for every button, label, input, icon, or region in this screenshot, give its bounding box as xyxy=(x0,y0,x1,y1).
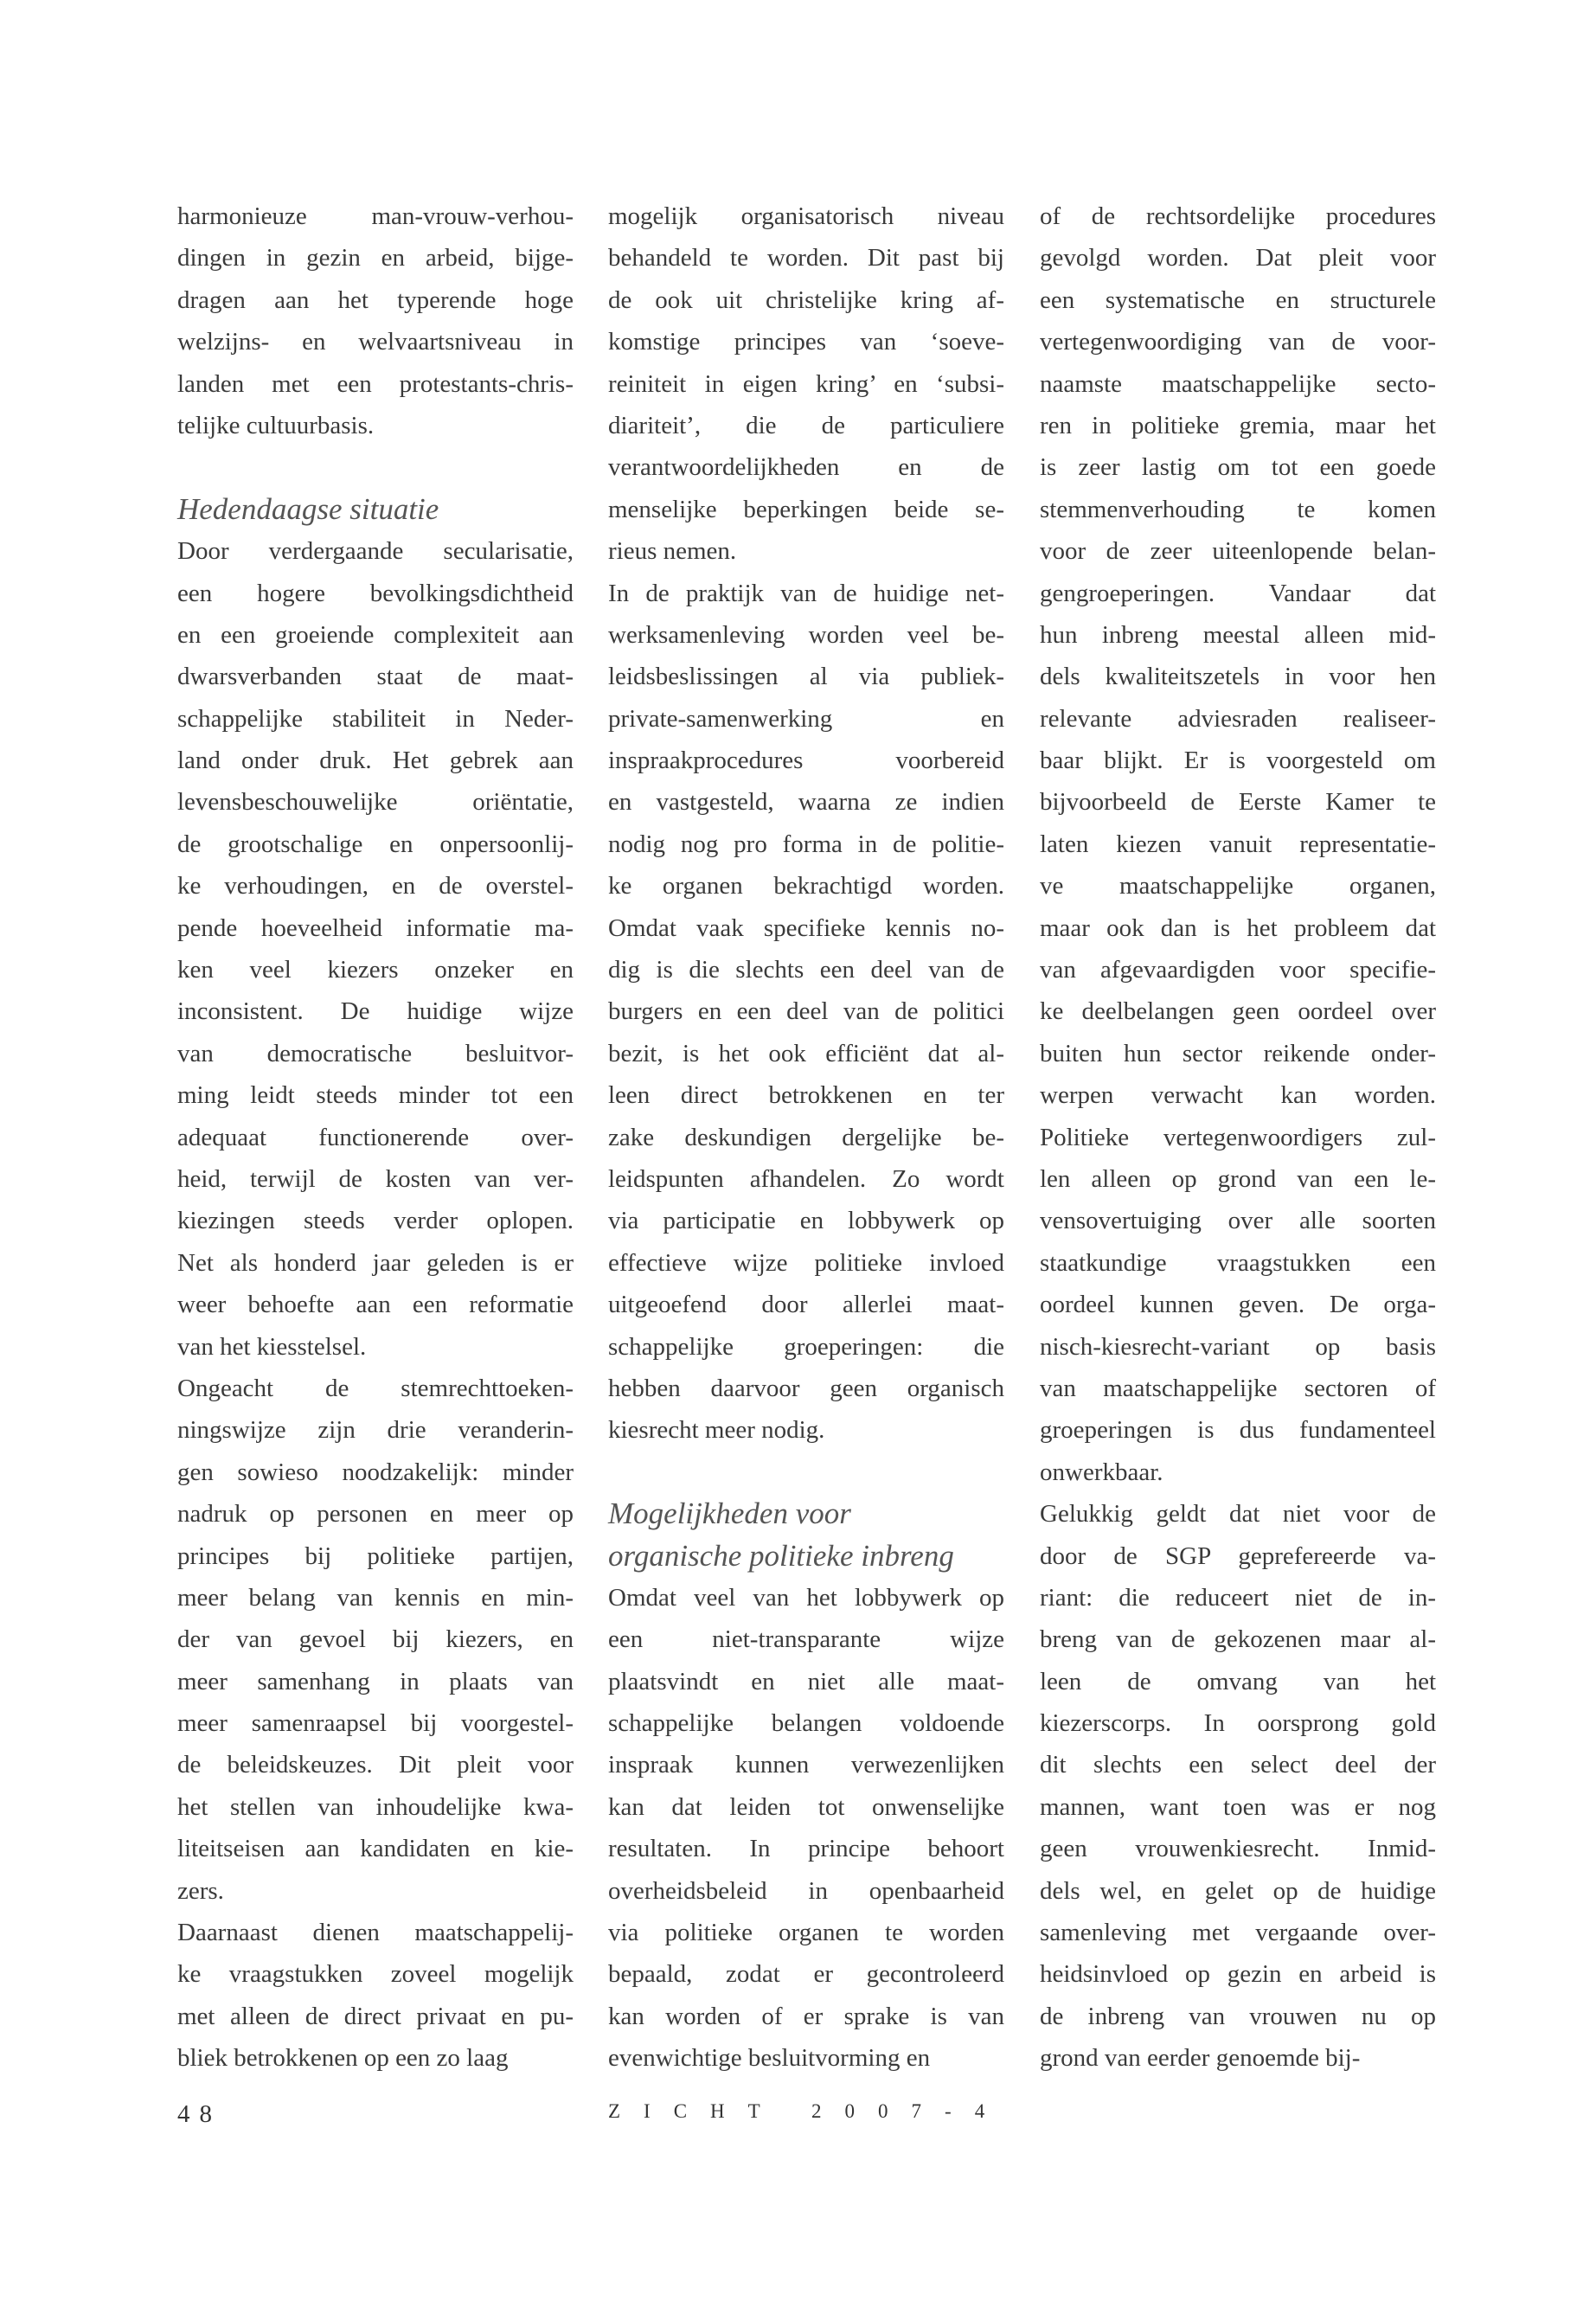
text-line: Daarnaast dienen maatschappelij- xyxy=(177,1919,574,1947)
text-line: zers. xyxy=(177,1876,224,1905)
text-line: van maatschappelijke sectoren of xyxy=(1040,1374,1436,1402)
text-line: schappelijke stabiliteit in Neder- xyxy=(177,704,574,733)
text-line: relevante adviesraden realiseer- xyxy=(1040,704,1436,733)
text-line: adequaat functionerende over- xyxy=(177,1123,574,1151)
text-line: en een groeiende complexiteit aan xyxy=(177,620,574,649)
text-line: pende hoeveelheid informatie ma- xyxy=(177,913,574,942)
text-line: behandeld te worden. Dit past bij xyxy=(608,244,1004,272)
text-line: evenwichtige besluitvorming en xyxy=(608,2044,931,2073)
text-line: diariteit’, die de particuliere xyxy=(608,411,1004,439)
text-line: via participatie en lobbywerk op xyxy=(608,1207,1004,1235)
text-line: menselijke beperkingen beide se- xyxy=(608,495,1004,523)
text-line: meer samenraapsel bij voorgestel- xyxy=(177,1709,574,1738)
text-column-middle xyxy=(608,195,1004,2080)
text-line: dit slechts een select deel der xyxy=(1040,1751,1436,1779)
text-line: heidsinvloed op gezin en arbeid is xyxy=(1040,1960,1436,1989)
text-line: landen met een protestants-chris- xyxy=(177,369,574,398)
text-line: mogelijk organisatorisch niveau xyxy=(608,202,1004,230)
text-line: gen sowieso noodzakelijk: minder xyxy=(177,1458,574,1486)
text-line: leen direct betrokkenen en ter xyxy=(608,1081,1004,1110)
text-line: en vastgesteld, waarna ze indien xyxy=(608,788,1004,817)
text-line: is zeer lastig om tot een goede xyxy=(1040,453,1436,482)
text-line: leen de omvang van het xyxy=(1040,1667,1436,1695)
text-line: buiten hun sector reikende onder- xyxy=(1040,1039,1436,1067)
text-line: rieus nemen. xyxy=(608,537,737,566)
text-line: Door verdergaande secularisatie, xyxy=(177,537,574,566)
text-line: gevolgd worden. Dat pleit voor xyxy=(1040,244,1436,272)
text-line: der van gevoel bij kiezers, en xyxy=(177,1625,574,1654)
text-line: de beleidskeuzes. Dit pleit voor xyxy=(177,1751,574,1779)
text-line: ve maatschappelijke organen, xyxy=(1040,872,1436,901)
text-line: nodig nog pro forma in de politie- xyxy=(608,830,1004,858)
text-line: hun inbreng meestal alleen mid- xyxy=(1040,620,1436,649)
text-line: effectieve wijze politieke invloed xyxy=(608,1248,1004,1277)
text-line: geen vrouwenkiesrecht. Inmid- xyxy=(1040,1835,1436,1863)
text-line: reiniteit in eigen kring’ en ‘subsi- xyxy=(608,369,1004,398)
text-line: een systematische en structurele xyxy=(1040,285,1436,314)
text-line: meer samenhang in plaats van xyxy=(177,1667,574,1695)
text-line: baar blijkt. Er is voorgesteld om xyxy=(1040,747,1436,775)
text-line: dels kwaliteitszetels in voor hen xyxy=(1040,663,1436,691)
text-line: kiezerscorps. In oorsprong gold xyxy=(1040,1709,1436,1738)
text-line: resultaten. In principe behoort xyxy=(608,1835,1004,1863)
text-line: dig is die slechts een deel van de xyxy=(608,956,1004,984)
text-line: ren in politieke gremia, maar het xyxy=(1040,411,1436,439)
text-line: grond van eerder genoemde bij- xyxy=(1040,2044,1361,2073)
text-line: plaatsvindt en niet alle maat- xyxy=(608,1667,1004,1695)
blank-line xyxy=(608,1452,1004,1493)
text-line: verantwoordelijkheden en de xyxy=(608,453,1004,482)
text-line: groeperingen is dus fundamenteel xyxy=(1040,1416,1436,1445)
publication-title: ZICHT 2007-4 xyxy=(608,2100,1009,2122)
text-line: de grootschalige en onpersoonlij- xyxy=(177,830,574,858)
text-line: hebben daarvoor geen organisch xyxy=(608,1374,1004,1402)
text-line: ming leidt steeds minder tot een xyxy=(177,1081,574,1110)
text-line: ke organen bekrachtigd worden. xyxy=(608,872,1004,901)
text-line: mannen, want toen was er nog xyxy=(1040,1792,1436,1821)
text-line: uitgeoefend door allerlei maat- xyxy=(608,1291,1004,1319)
text-line: met alleen de direct privaat en pu- xyxy=(177,2002,574,2030)
text-line: stemmenverhouding te komen xyxy=(1040,495,1436,523)
text-line: Omdat vaak specifieke kennis no- xyxy=(608,913,1004,942)
text-line: dingen in gezin en arbeid, bijge- xyxy=(177,244,574,272)
text-column-right xyxy=(1040,195,1436,2080)
text-line: samenleving met vergaande over- xyxy=(1040,1919,1436,1947)
text-line: In de praktijk van de huidige net- xyxy=(608,579,1004,607)
section-heading: Mogelijkheden voor xyxy=(608,1497,851,1531)
text-line: naamste maatschappelijke secto- xyxy=(1040,369,1436,398)
text-line: kan dat leiden tot onwenselijke xyxy=(608,1792,1004,1821)
text-line: de ook uit christelijke kring af- xyxy=(608,285,1004,314)
text-line: of de rechtsordelijke procedures xyxy=(1040,202,1436,230)
text-line: ke verhoudingen, en de overstel- xyxy=(177,872,574,901)
text-line: bijvoorbeeld de Eerste Kamer te xyxy=(1040,788,1436,817)
text-line: inconsistent. De huidige wijze xyxy=(177,997,574,1026)
text-line: kiezingen steeds verder oplopen. xyxy=(177,1207,574,1235)
text-line: breng van de gekozenen maar al- xyxy=(1040,1625,1436,1654)
text-line: Politieke vertegenwoordigers zul- xyxy=(1040,1123,1436,1151)
text-line: dragen aan het typerende hoge xyxy=(177,285,574,314)
text-line: laten kiezen vanuit representatie- xyxy=(1040,830,1436,858)
text-line: schappelijke groeperingen: die xyxy=(608,1332,1004,1361)
text-line: ke deelbelangen geen oordeel over xyxy=(1040,997,1436,1026)
section-heading: Hedendaagse situatie xyxy=(177,491,439,526)
text-line: vertegenwoordiging van de voor- xyxy=(1040,328,1436,356)
text-line: ken veel kiezers onzeker en xyxy=(177,956,574,984)
text-line: bliek betrokkenen op een zo laag xyxy=(177,2044,509,2073)
section-heading: organische politieke inbreng xyxy=(608,1538,954,1573)
text-line: Net als honderd jaar geleden is er xyxy=(177,1248,574,1277)
text-line: van democratische besluitvor- xyxy=(177,1039,574,1067)
blank-line xyxy=(177,446,574,488)
text-line: heid, terwijl de kosten van ver- xyxy=(177,1164,574,1193)
text-line: inspraakprocedures voorbereid xyxy=(608,747,1004,775)
text-line: werksamenleving worden veel be- xyxy=(608,620,1004,649)
text-line: nisch-kiesrecht-variant op basis xyxy=(1040,1332,1436,1361)
text-line: overheidsbeleid in openbaarheid xyxy=(608,1876,1004,1905)
text-line: maar ook dan is het probleem dat xyxy=(1040,913,1436,942)
text-line: werpen verwacht kan worden. xyxy=(1040,1081,1436,1110)
text-line: staatkundige vraagstukken een xyxy=(1040,1248,1436,1277)
text-line: de inbreng van vrouwen nu op xyxy=(1040,2002,1436,2030)
text-line: onwerkbaar. xyxy=(1040,1458,1163,1486)
text-line: welzijns- en welvaartsniveau in xyxy=(177,328,574,356)
text-line: kiesrecht meer nodig. xyxy=(608,1416,825,1445)
text-line: Omdat veel van het lobbywerk op xyxy=(608,1583,1004,1612)
text-line: van afgevaardigden voor specifie- xyxy=(1040,956,1436,984)
text-line: een niet-transparante wijze xyxy=(608,1625,1004,1654)
text-line: kan worden of er sprake is van xyxy=(608,2002,1004,2030)
text-line: via politieke organen te worden xyxy=(608,1919,1004,1947)
text-line: burgers en een deel van de politici xyxy=(608,997,1004,1026)
text-line: weer behoefte aan een reformatie xyxy=(177,1291,574,1319)
text-line: het stellen van inhoudelijke kwa- xyxy=(177,1792,574,1821)
text-line: komstige principes van ‘soeve- xyxy=(608,328,1004,356)
text-line: ningswijze zijn drie veranderin- xyxy=(177,1416,574,1445)
text-line: leidsbeslissingen al via publiek- xyxy=(608,663,1004,691)
text-line: ke vraagstukken zoveel mogelijk xyxy=(177,1960,574,1989)
text-line: harmonieuze man-vrouw-verhou- xyxy=(177,202,574,230)
text-line: bezit, is het ook efficiënt dat al- xyxy=(608,1039,1004,1067)
text-line: levensbeschouwelijke oriëntatie, xyxy=(177,788,574,817)
text-line: private-samenwerking en xyxy=(608,704,1004,733)
text-line: schappelijke belangen voldoende xyxy=(608,1709,1004,1738)
text-line: inspraak kunnen verwezenlijken xyxy=(608,1751,1004,1779)
text-column-left xyxy=(177,195,574,2080)
text-line: zake deskundigen dergelijke be- xyxy=(608,1123,1004,1151)
text-line: len alleen op grond van een le- xyxy=(1040,1164,1436,1193)
text-line: dels wel, en gelet op de huidige xyxy=(1040,1876,1436,1905)
text-line: leidspunten afhandelen. Zo wordt xyxy=(608,1164,1004,1193)
text-line: gengroeperingen. Vandaar dat xyxy=(1040,579,1436,607)
text-line: dwarsverbanden staat de maat- xyxy=(177,663,574,691)
text-line: nadruk op personen en meer op xyxy=(177,1500,574,1529)
text-line: voor de zeer uiteenlopende belan- xyxy=(1040,537,1436,566)
text-line: principes bij politieke partijen, xyxy=(177,1541,574,1570)
text-line: oordeel kunnen geven. De orga- xyxy=(1040,1291,1436,1319)
text-line: van het kiesstelsel. xyxy=(177,1332,367,1361)
text-line: land onder druk. Het gebrek aan xyxy=(177,747,574,775)
text-line: bepaald, zodat er gecontroleerd xyxy=(608,1960,1004,1989)
text-line: een hogere bevolkingsdichtheid xyxy=(177,579,574,607)
text-line: meer belang van kennis en min- xyxy=(177,1583,574,1612)
text-line: Ongeacht de stemrechttoeken- xyxy=(177,1374,574,1402)
text-line: vensovertuiging over alle soorten xyxy=(1040,1207,1436,1235)
text-line: door de SGP geprefereerde va- xyxy=(1040,1541,1436,1570)
page-number: 48 xyxy=(177,2100,221,2128)
text-line: Gelukkig geldt dat niet voor de xyxy=(1040,1500,1436,1529)
text-line: telijke cultuurbasis. xyxy=(177,411,375,439)
text-line: riant: die reduceert niet de in- xyxy=(1040,1583,1436,1612)
text-line: liteitseisen aan kandidaten en kie- xyxy=(177,1835,574,1863)
